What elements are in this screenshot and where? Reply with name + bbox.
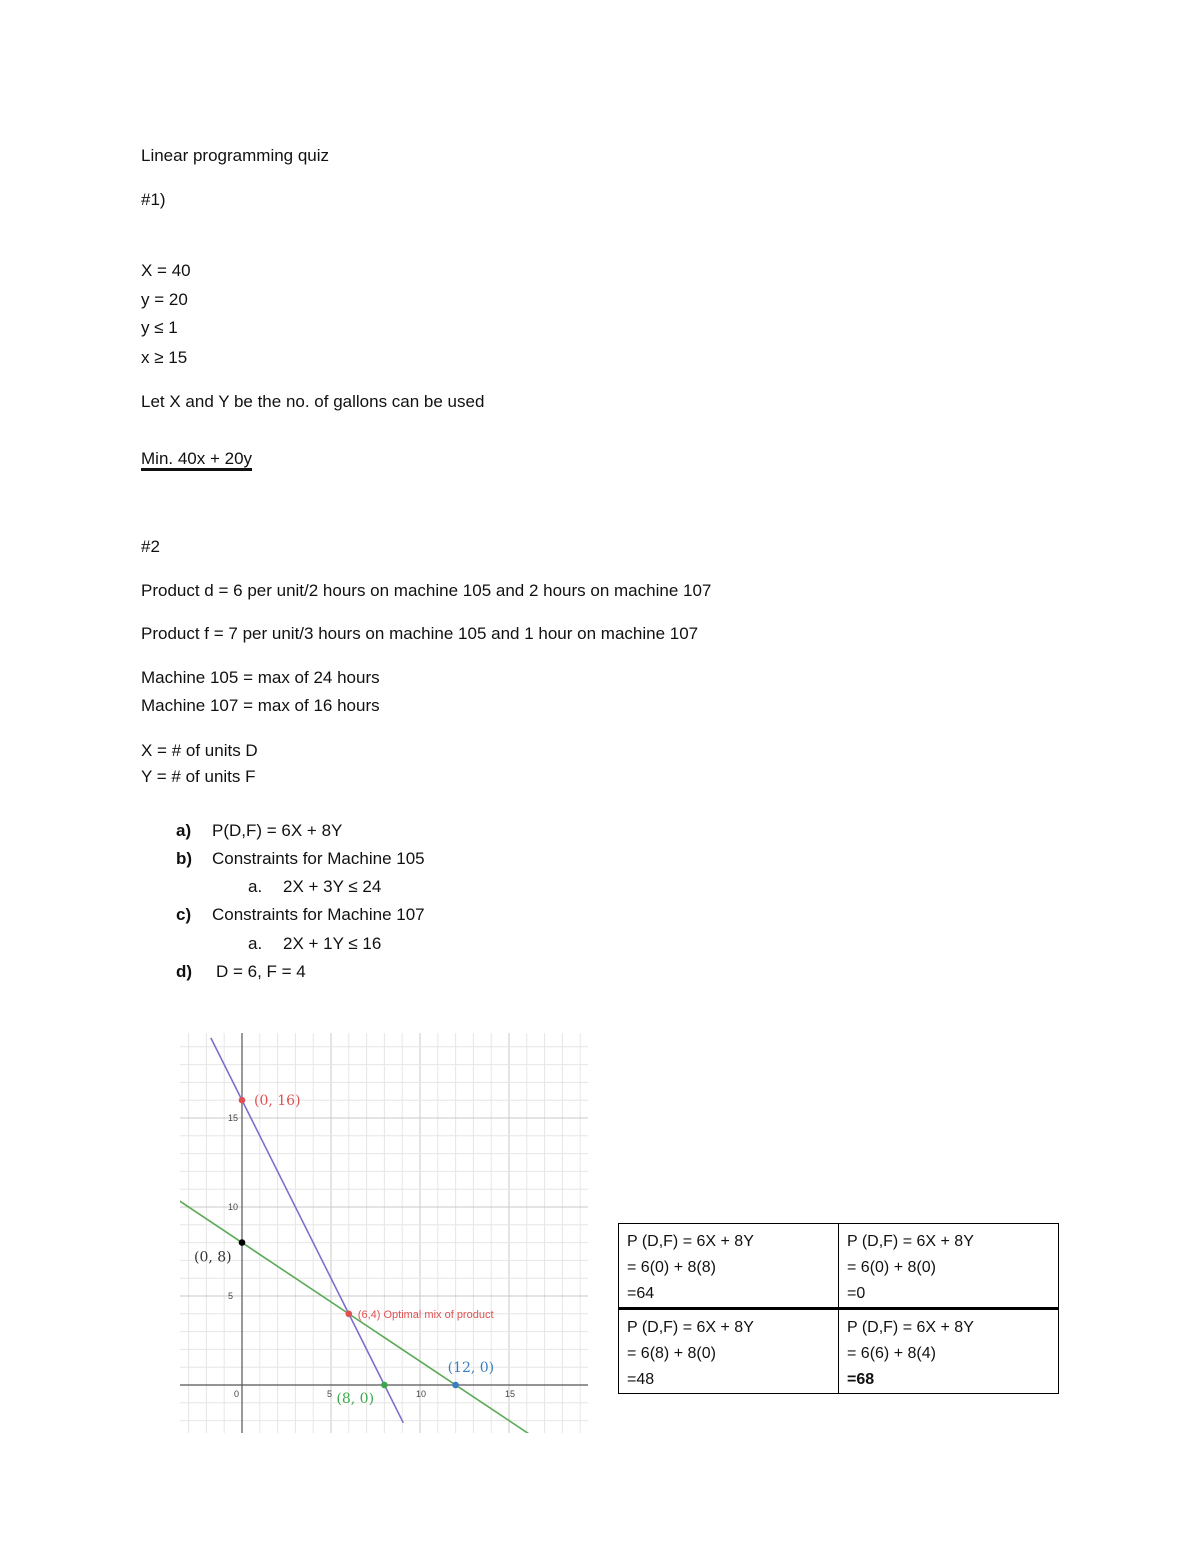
table-cell bbox=[619, 1309, 839, 1394]
table-cell bbox=[839, 1224, 1059, 1309]
cell-line: P (D,F) = 6X + 8Y bbox=[627, 1319, 754, 1336]
x-tick-label: 0 bbox=[234, 1389, 240, 1399]
answer-marker: a. bbox=[248, 934, 263, 953]
q1-line: y = 20 bbox=[141, 290, 188, 309]
answer-text: P(D,F) = 6X + 8Y bbox=[212, 821, 343, 840]
cell-line: =68 bbox=[847, 1371, 875, 1388]
machine-107-text: Machine 107 = max of 16 hours bbox=[141, 696, 380, 715]
y-tick-label: 10 bbox=[228, 1202, 239, 1212]
graph-point bbox=[239, 1239, 246, 1246]
q1-line: X = 40 bbox=[141, 261, 191, 280]
q1-line: x ≥ 15 bbox=[141, 348, 188, 367]
q1-line: y ≤ 1 bbox=[141, 318, 178, 337]
answer-text: 2X + 3Y ≤ 24 bbox=[283, 877, 382, 896]
point-label: (8, 0) bbox=[336, 1391, 375, 1407]
cell-line: = 6(0) + 8(8) bbox=[627, 1259, 716, 1276]
table-cell bbox=[619, 1224, 839, 1309]
y-tick-label: 15 bbox=[228, 1113, 239, 1123]
point-label: (0, 8) bbox=[194, 1249, 232, 1266]
product-f-text: Product f = 7 per unit/3 hours on machine 105 and 1 hour on machine 107 bbox=[141, 624, 699, 643]
q1-objective: Min. 40x + 20y bbox=[141, 449, 253, 468]
q1-heading: #1) bbox=[141, 190, 166, 209]
graph-point bbox=[346, 1311, 353, 1318]
doc-title: Linear programming quiz bbox=[141, 146, 330, 165]
answer-marker: d) bbox=[176, 962, 193, 981]
q2-heading: #2 bbox=[141, 537, 160, 556]
point-label: (6,4) Optimal mix of product bbox=[357, 1308, 494, 1321]
answer-marker: a) bbox=[176, 821, 192, 840]
y-tick-label: 5 bbox=[228, 1291, 234, 1301]
answer-marker: a. bbox=[248, 877, 263, 896]
cell-line: = 6(6) + 8(4) bbox=[847, 1345, 936, 1362]
answer-text: Constraints for Machine 105 bbox=[212, 849, 425, 868]
cell-line: =64 bbox=[627, 1285, 655, 1302]
answer-marker: c) bbox=[176, 905, 192, 924]
cell-line: P (D,F) = 6X + 8Y bbox=[627, 1233, 754, 1250]
point-label: (0, 16) bbox=[254, 1093, 301, 1110]
x-tick-label: 5 bbox=[327, 1389, 333, 1399]
cell-line: = 6(8) + 8(0) bbox=[627, 1345, 716, 1362]
x-definition: X = # of units D bbox=[141, 741, 258, 760]
x-tick-label: 15 bbox=[505, 1389, 516, 1399]
machine-105-text: Machine 105 = max of 24 hours bbox=[141, 668, 380, 687]
cell-line: P (D,F) = 6X + 8Y bbox=[847, 1233, 974, 1250]
y-definition: Y = # of units F bbox=[141, 767, 256, 786]
graph-grid bbox=[180, 1033, 588, 1433]
q1-statement: Let X and Y be the no. of gallons can be used bbox=[141, 392, 485, 411]
answer-text: 2X + 1Y ≤ 16 bbox=[283, 934, 382, 953]
graph-point bbox=[239, 1097, 246, 1104]
answer-marker: b) bbox=[176, 849, 193, 868]
graph-ticks bbox=[228, 1113, 515, 1399]
table-cell bbox=[839, 1309, 1059, 1394]
cell-line: =0 bbox=[847, 1285, 866, 1302]
point-label: (12, 0) bbox=[447, 1360, 495, 1376]
feasible-region-graph bbox=[180, 1033, 588, 1433]
graph-point bbox=[452, 1382, 459, 1389]
profit-table bbox=[618, 1223, 1059, 1394]
graph-points bbox=[194, 1093, 494, 1407]
cell-line: = 6(0) + 8(0) bbox=[847, 1259, 936, 1276]
answer-text: D = 6, F = 4 bbox=[216, 962, 306, 981]
product-d-text: Product d = 6 per unit/2 hours on machine 105 and 2 hours on machine 107 bbox=[141, 581, 712, 600]
answer-text: Constraints for Machine 107 bbox=[212, 905, 425, 924]
graph-point bbox=[381, 1382, 388, 1389]
cell-line: =48 bbox=[627, 1371, 655, 1388]
x-tick-label: 10 bbox=[416, 1389, 427, 1399]
cell-line: P (D,F) = 6X + 8Y bbox=[847, 1319, 974, 1336]
constraint-line-machine-107 bbox=[211, 1038, 403, 1423]
